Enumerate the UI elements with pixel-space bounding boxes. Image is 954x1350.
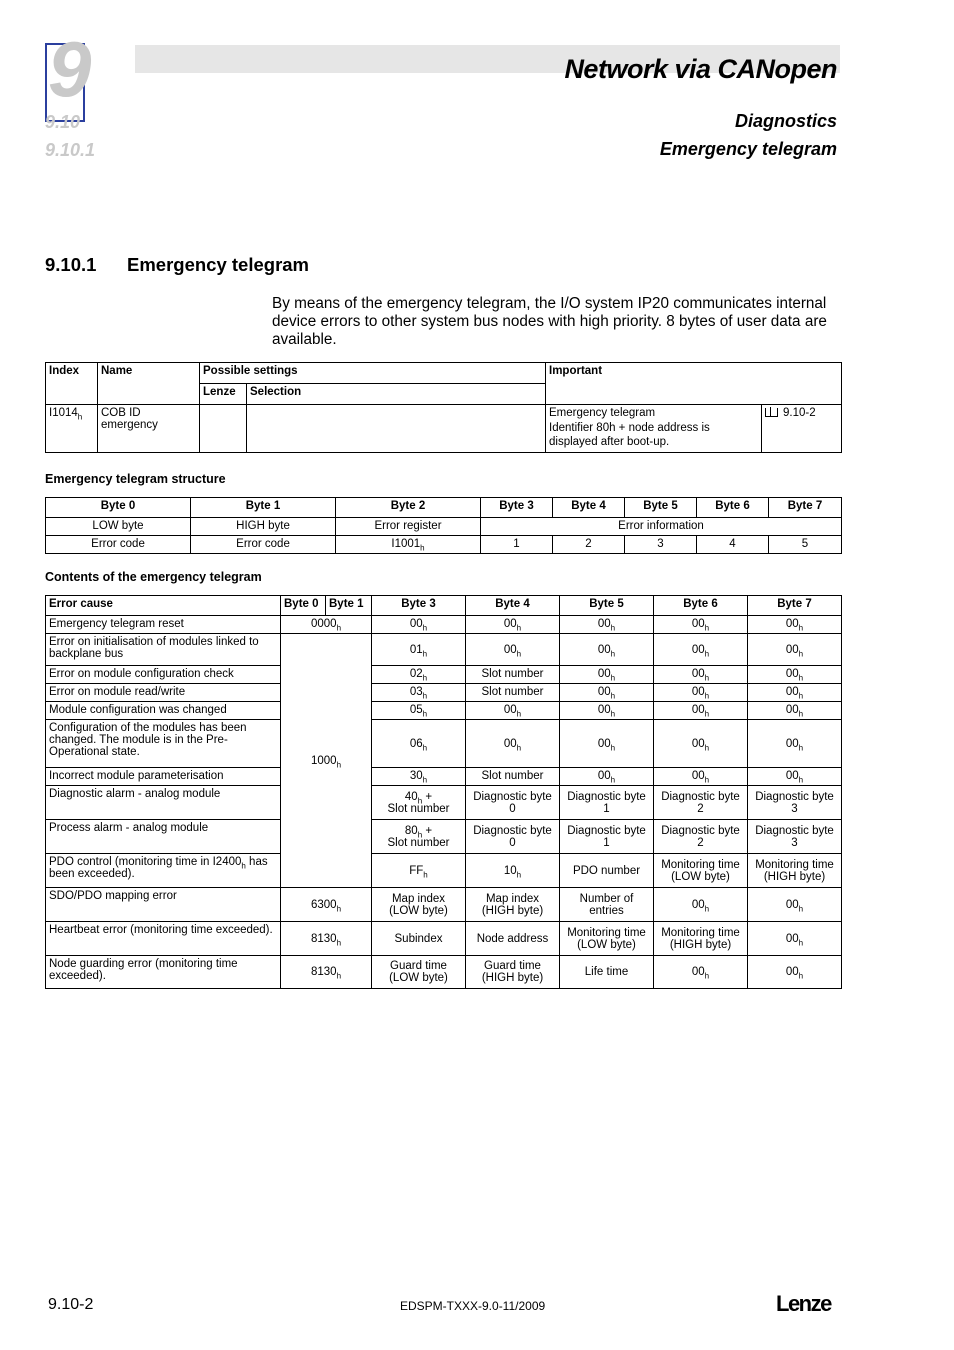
byte4-cell: Map index (HIGH byte)	[466, 888, 560, 922]
byte7-cell: $00_h$	[748, 888, 842, 922]
table-row	[46, 888, 842, 922]
byte3-cell: $80_h$ + Slot number	[372, 820, 466, 854]
structure-cell: 1	[481, 536, 553, 554]
lenze-logo: Lenze	[776, 1291, 831, 1316]
byte7-cell: $00_h$	[748, 684, 842, 702]
byte4-cell: Slot number	[466, 768, 560, 786]
error-cause: Process alarm - analog module	[46, 820, 281, 854]
contents-header-byte3: Byte 3	[372, 596, 466, 616]
table-row	[46, 720, 842, 768]
contents-header-byte0: Byte 0	[281, 596, 326, 616]
byte6-cell: $00_h$	[654, 768, 748, 786]
byte4-cell: $00_h$	[466, 702, 560, 720]
header-index: Index	[46, 363, 98, 405]
byte5-cell: $00_h$	[560, 768, 654, 786]
byte3-cell: $00_h$	[372, 616, 466, 634]
byte4-cell: Guard time (HIGH byte)	[466, 956, 560, 989]
code-name: COB ID emergency	[98, 405, 200, 453]
byte6-cell: $00_h$	[654, 888, 748, 922]
code-important	[546, 405, 762, 453]
code-index: $I1014_h$	[46, 405, 98, 453]
byte6-cell: $00_h$	[654, 702, 748, 720]
byte7-cell: $00_h$	[748, 616, 842, 634]
byte7-cell: Diagnostic byte 3	[748, 786, 842, 820]
structure-header-byte4: Byte 4	[553, 498, 625, 518]
structure-cell: 4	[697, 536, 769, 554]
page-title: Network via CANopen	[564, 54, 837, 84]
error-cause: Error on initialisation of modules linked to backplane bus	[46, 634, 281, 666]
error-cause: SDO/PDO mapping error	[46, 888, 281, 922]
section-heading	[45, 254, 309, 276]
byte6-cell: $00_h$	[654, 616, 748, 634]
error-cause: Heartbeat error (monitoring time exceeded).	[46, 922, 281, 956]
structure-cell: 2	[553, 536, 625, 554]
byte4-cell: Slot number	[466, 684, 560, 702]
important-line-1: Emergency telegram	[549, 407, 656, 419]
code-reference	[762, 405, 842, 453]
byte7-cell: $00_h$	[748, 768, 842, 786]
byte01-cell: $0000_h$	[281, 616, 372, 634]
table-row	[46, 820, 842, 854]
code-lenze	[200, 405, 247, 453]
table-row	[46, 634, 842, 666]
byte5-cell: Diagnostic byte 1	[560, 786, 654, 820]
table-row	[46, 768, 842, 786]
structure-cell: 3	[625, 536, 697, 554]
byte01-cell: $6300_h$	[281, 888, 372, 922]
table-row	[46, 666, 842, 684]
byte3-cell: $01_h$	[372, 634, 466, 666]
error-cause: Emergency telegram reset	[46, 616, 281, 634]
structure-header-byte7: Byte 7	[769, 498, 842, 518]
reference-link[interactable]: 9.10-2	[783, 407, 816, 419]
byte6-cell: Monitoring time (LOW byte)	[654, 854, 748, 888]
structure-header-byte2: Byte 2	[336, 498, 481, 518]
structure-header-byte1: Byte 1	[191, 498, 336, 518]
byte3-cell: $30_h$	[372, 768, 466, 786]
table-row	[46, 956, 842, 989]
error-cause: Incorrect module parameterisation	[46, 768, 281, 786]
byte3-cell: $06_h$	[372, 720, 466, 768]
code-table	[45, 362, 842, 453]
structure-header-byte0: Byte 0	[46, 498, 191, 518]
header-important: Important	[546, 363, 842, 405]
byte4-cell: $10_h$	[466, 854, 560, 888]
header-subtitle-2: Emergency telegram	[659, 139, 837, 159]
table-row	[46, 786, 842, 820]
error-cause: Error on module read/write	[46, 684, 281, 702]
byte7-cell: $00_h$	[748, 702, 842, 720]
byte6-cell: $00_h$	[654, 634, 748, 666]
byte5-cell: $00_h$	[560, 720, 654, 768]
byte3-cell: Map index (LOW byte)	[372, 888, 466, 922]
header-name: Name	[98, 363, 200, 405]
byte4-cell: Slot number	[466, 666, 560, 684]
byte7-cell: $00_h$	[748, 634, 842, 666]
byte4-cell: $00_h$	[466, 616, 560, 634]
byte5-cell: $00_h$	[560, 702, 654, 720]
byte4-cell: Diagnostic byte 0	[466, 820, 560, 854]
byte5-cell: Monitoring time (LOW byte)	[560, 922, 654, 956]
header-selection: Selection	[247, 384, 546, 405]
byte6-cell: Monitoring time (HIGH byte)	[654, 922, 748, 956]
header-possible-settings: Possible settings	[200, 363, 546, 384]
byte01-cell: $8130_h$	[281, 956, 372, 989]
structure-cell: Error code	[46, 536, 191, 554]
byte7-cell: $00_h$	[748, 956, 842, 989]
byte5-cell: Life time	[560, 956, 654, 989]
byte6-cell: $00_h$	[654, 956, 748, 989]
byte3-cell: Guard time (LOW byte)	[372, 956, 466, 989]
document-id: EDSPM-TXXX-9.0-11/2009	[400, 1299, 546, 1313]
book-icon	[765, 408, 778, 417]
structure-cell: $I1001_h$	[336, 536, 481, 554]
contents-header-byte5: Byte 5	[560, 596, 654, 616]
table-row	[46, 854, 842, 888]
structure-cell: Error code	[191, 536, 336, 554]
byte7-cell: $00_h$	[748, 666, 842, 684]
byte5-cell: $00_h$	[560, 634, 654, 666]
contents-header-byte7: Byte 7	[748, 596, 842, 616]
chapter-number: 9	[48, 25, 92, 113]
error-cause: Node guarding error (monitoring time exceeded).	[46, 956, 281, 989]
contents-header-error-cause: Error cause	[46, 596, 281, 616]
byte3-cell: Subindex	[372, 922, 466, 956]
header-subtitle-1: Diagnostics	[734, 111, 837, 131]
structure-cell: LOW byte	[46, 518, 191, 536]
contents-header-byte1: Byte 1	[326, 596, 372, 616]
important-line-2: Identifier 80h + node address is displayed after boot-up.	[549, 422, 710, 448]
structure-table	[45, 497, 842, 554]
table-row	[46, 684, 842, 702]
byte4-cell: Diagnostic byte 0	[466, 786, 560, 820]
intro-paragraph: By means of the emergency telegram, the I/O system IP20 communicates internal device errors to other system bus nodes with high priority. 8 bytes of user data are available.	[272, 295, 827, 348]
table-row	[46, 922, 842, 956]
header-lenze: Lenze	[200, 384, 247, 405]
byte7-cell: $00_h$	[748, 922, 842, 956]
structure-header-byte3: Byte 3	[481, 498, 553, 518]
code-selection	[247, 405, 546, 453]
section-title: Emergency telegram	[127, 254, 310, 275]
error-cause: Configuration of the modules has been changed. The module is in the Pre-Operational state.	[46, 720, 281, 768]
error-cause: Error on module configuration check	[46, 666, 281, 684]
byte5-cell: $00_h$	[560, 616, 654, 634]
section-number: 9.10.1	[45, 254, 97, 275]
byte4-cell: $00_h$	[466, 634, 560, 666]
byte5-cell: $00_h$	[560, 666, 654, 684]
byte3-cell: $03_h$	[372, 684, 466, 702]
structure-cell: 5	[769, 536, 842, 554]
byte5-cell: PDO number	[560, 854, 654, 888]
byte5-cell: Diagnostic byte 1	[560, 820, 654, 854]
structure-header-byte5: Byte 5	[625, 498, 697, 518]
byte7-cell: Diagnostic byte 3	[748, 820, 842, 854]
contents-table	[45, 595, 842, 989]
table-row	[46, 616, 842, 634]
byte5-cell: $00_h$	[560, 684, 654, 702]
byte6-cell: $00_h$	[654, 666, 748, 684]
structure-cell: HIGH byte	[191, 518, 336, 536]
byte4-cell: $00_h$	[466, 720, 560, 768]
contents-caption: Contents of the emergency telegram	[45, 570, 262, 584]
structure-cell: Error register	[336, 518, 481, 536]
byte6-cell: Diagnostic byte 2	[654, 786, 748, 820]
table-row	[46, 702, 842, 720]
byte3-cell: $40_h$ + Slot number	[372, 786, 466, 820]
structure-caption: Emergency telegram structure	[45, 472, 226, 486]
byte7-cell: Monitoring time (HIGH byte)	[748, 854, 842, 888]
error-cause: Module configuration was changed	[46, 702, 281, 720]
byte3-cell: $FF_h$	[372, 854, 466, 888]
byte7-cell: $00_h$	[748, 720, 842, 768]
byte01-cell: $8130_h$	[281, 922, 372, 956]
page-number: 9.10-2	[48, 1296, 94, 1313]
structure-header-byte6: Byte 6	[697, 498, 769, 518]
contents-header-byte4: Byte 4	[466, 596, 560, 616]
structure-cell: Error information	[481, 518, 842, 536]
header-section-number-1: 9.10	[45, 112, 81, 132]
error-cause: Diagnostic alarm - analog module	[46, 786, 281, 820]
byte3-cell: $05_h$	[372, 702, 466, 720]
contents-header-byte6: Byte 6	[654, 596, 748, 616]
byte5-cell: Number of entries	[560, 888, 654, 922]
error-cause: PDO control (monitoring time in $I2400_h$ has been exceeded).	[46, 854, 281, 888]
byte6-cell: $00_h$	[654, 720, 748, 768]
byte3-cell: $02_h$	[372, 666, 466, 684]
byte6-cell: $00_h$	[654, 684, 748, 702]
header-section-number-2: 9.10.1	[45, 140, 96, 160]
byte4-cell: Node address	[466, 922, 560, 956]
byte6-cell: Diagnostic byte 2	[654, 820, 748, 854]
byte01-merged-cell: $1000_h$	[281, 634, 372, 888]
